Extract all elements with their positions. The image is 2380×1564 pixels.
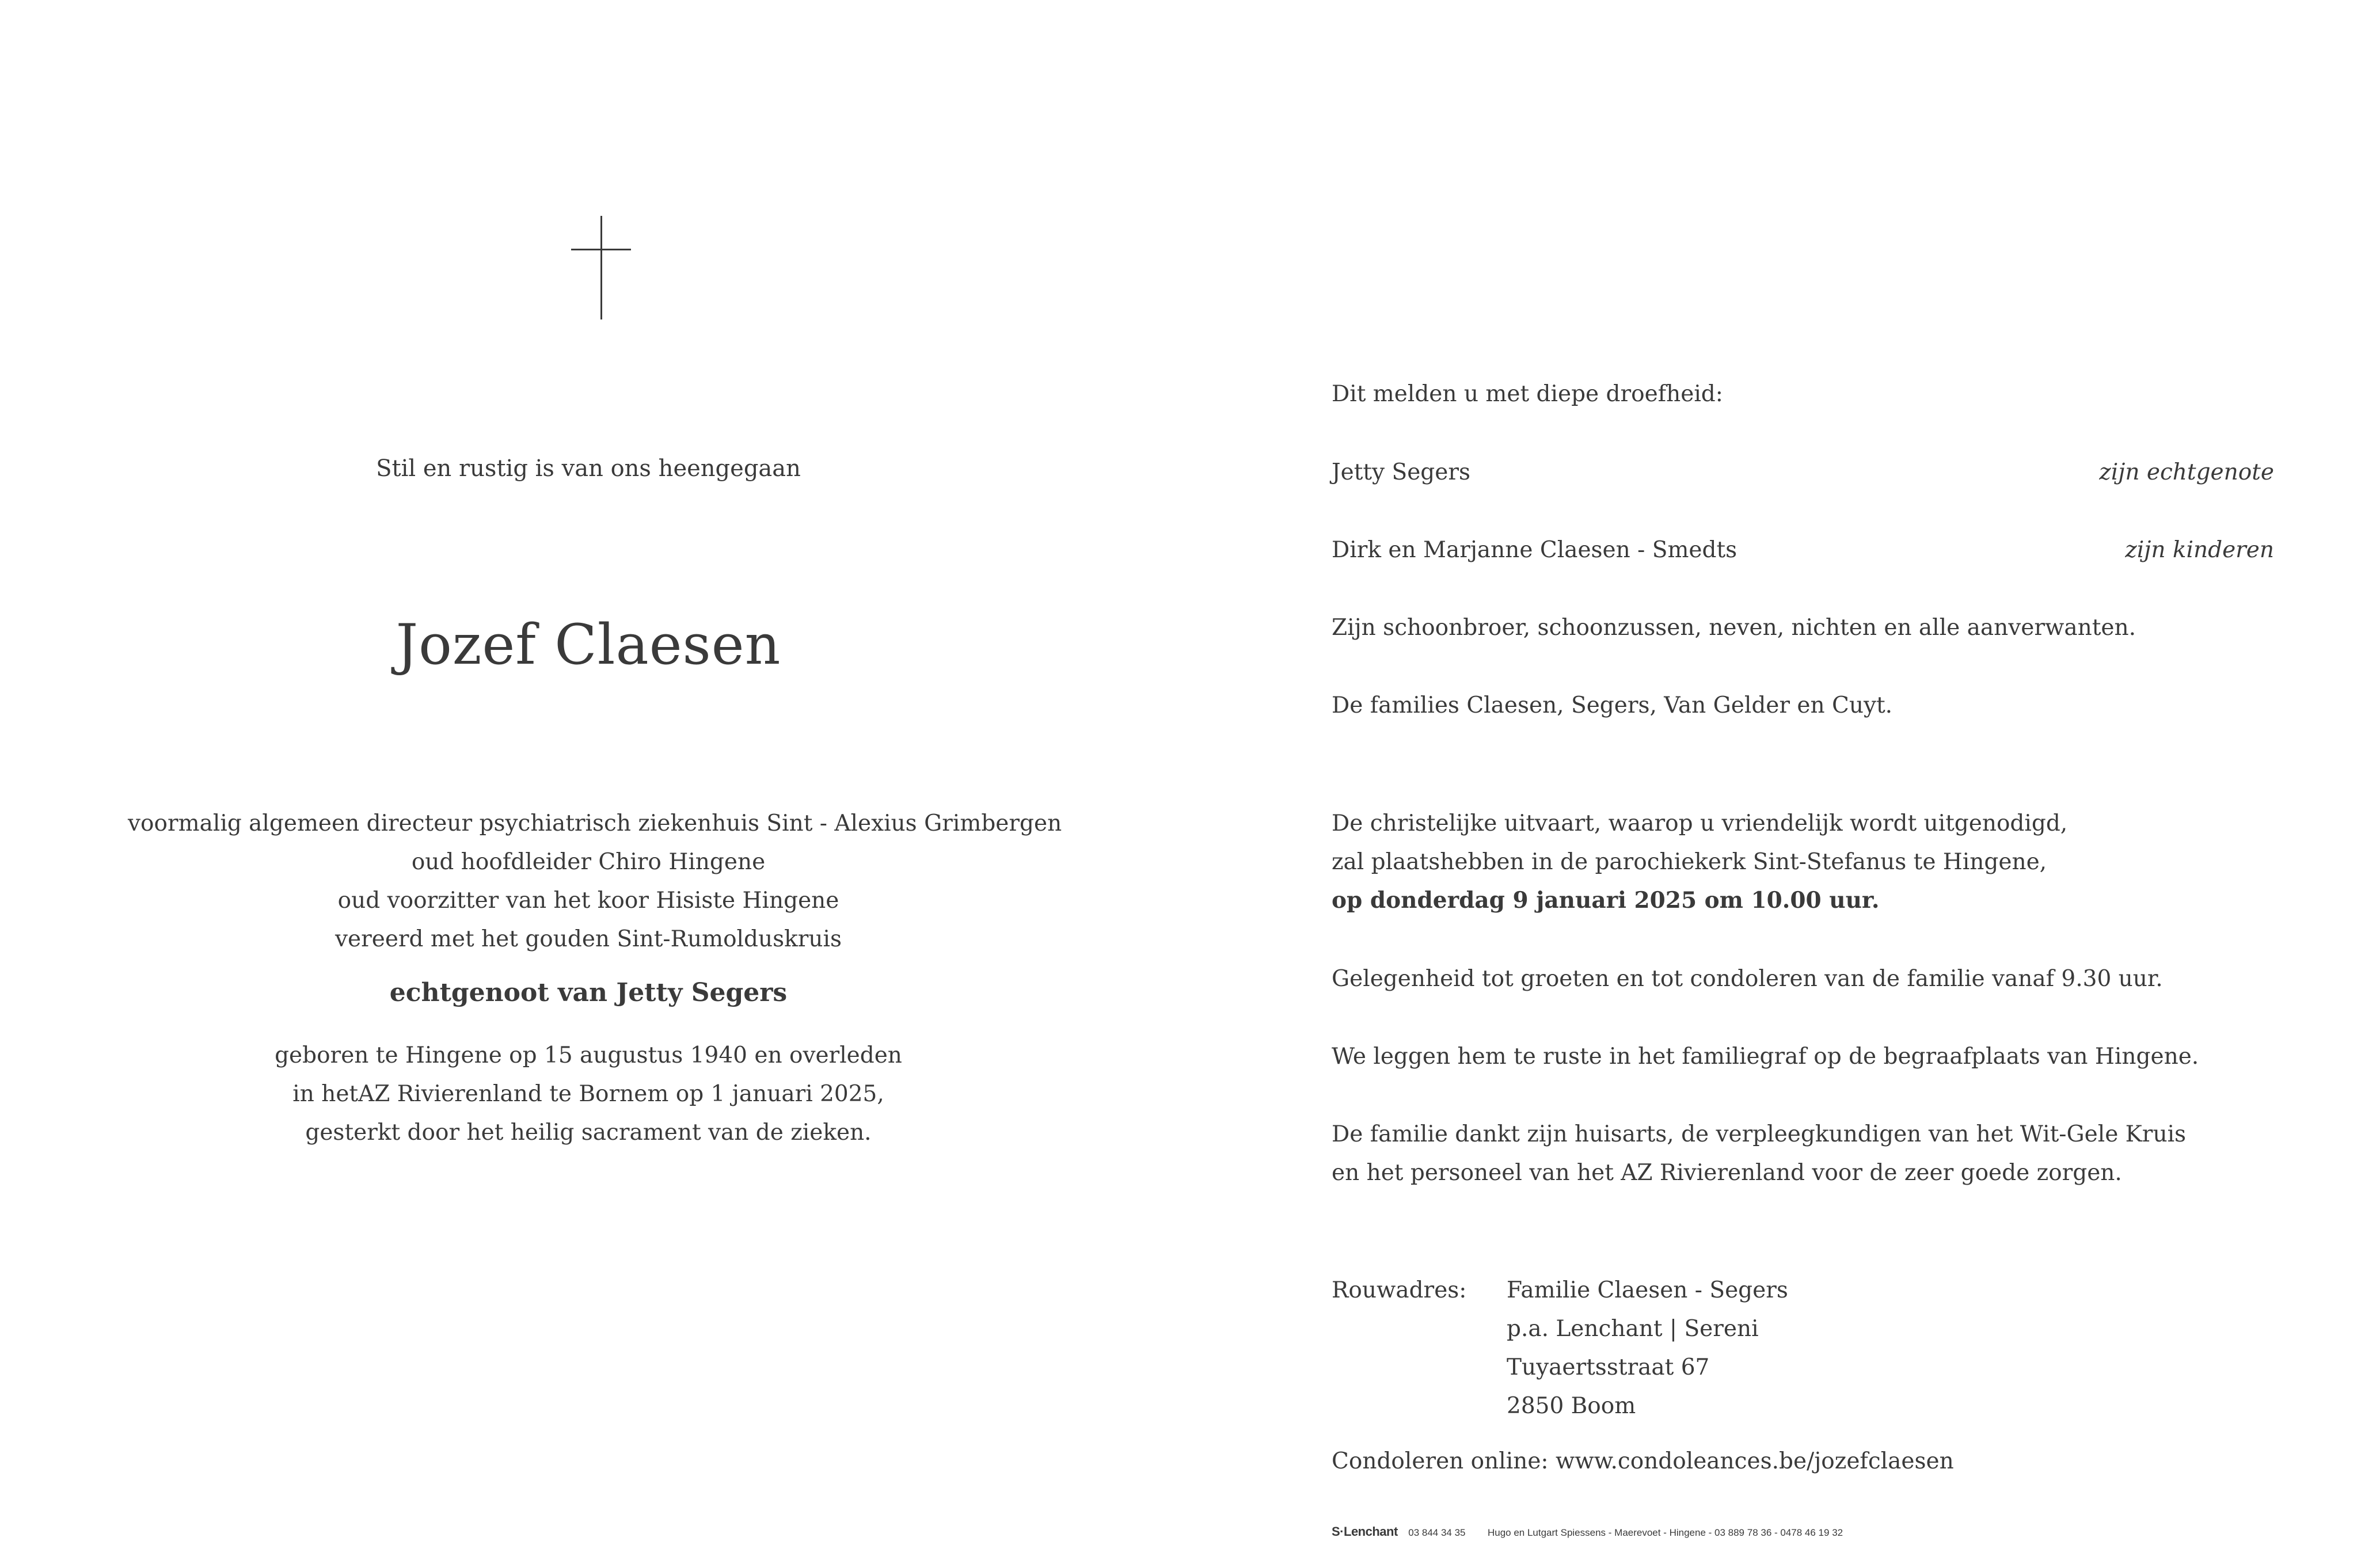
address-line: Tuyaertsstraat 67 bbox=[1507, 1354, 1710, 1380]
announcement: Dit melden u met diepe droefheid: bbox=[1332, 381, 1723, 407]
mourning-address bbox=[1507, 1271, 1788, 1425]
deceased-name: Jozef Claesen bbox=[396, 612, 781, 677]
families-line: De families Claesen, Segers, Van Gelder en Cuyt. bbox=[1332, 692, 1893, 718]
thanks-line: De familie dankt zijn huisarts, de verpleegkundigen van het Wit-Gele Kruis bbox=[1332, 1121, 2187, 1147]
condolence-line: Gelegenheid tot groeten en tot condoleren van de familie vanaf 9.30 uur. bbox=[1332, 966, 2163, 992]
relatives-line: Zijn schoonbroer, schoonzussen, neven, nichten en alle aanverwanten. bbox=[1332, 615, 2136, 641]
condolence-info bbox=[1332, 960, 2163, 998]
address-line: Familie Claesen - Segers bbox=[1507, 1277, 1788, 1303]
thanks-info bbox=[1332, 1115, 2186, 1192]
address-line: p.a. Lenchant | Sereni bbox=[1507, 1316, 1759, 1342]
family-member-name: Dirk en Marjanne Claesen - Smedts bbox=[1332, 537, 1738, 563]
online-condolence: Condoleren online: www.condoleances.be/jozefclaesen bbox=[1332, 1448, 1954, 1474]
funeral-date: op donderdag 9 januari 2025 om 10.00 uur. bbox=[1332, 887, 1880, 914]
born-line: gesterkt door het heilig sacrament van de zieken. bbox=[305, 1120, 872, 1146]
bio-line: voormalig algemeen directeur psychiatrisch ziekenhuis Sint - Alexius Grimbergen bbox=[128, 810, 1062, 836]
family-member-name: Jetty Segers bbox=[1332, 459, 1470, 485]
family-member-relation: zijn kinderen bbox=[2125, 537, 2274, 563]
family-member-relation: zijn echtgenote bbox=[2099, 459, 2274, 485]
biography bbox=[128, 804, 1062, 958]
address-line: 2850 Boom bbox=[1507, 1393, 1636, 1419]
contact-info: Hugo en Lutgart Spiessens - Maerevoet - Hingene - 03 889 78 36 - 0478 46 19 32 bbox=[1487, 1527, 1843, 1538]
funeral-home-phone: 03 844 34 35 bbox=[1408, 1527, 1466, 1538]
funeral-info bbox=[1332, 804, 2067, 920]
bio-line: oud hoofdleider Chiro Hingene bbox=[411, 849, 766, 875]
spouse-line: echtgenoot van Jetty Segers bbox=[389, 978, 788, 1007]
funeral-home-logo: S·Lenchant bbox=[1332, 1524, 1398, 1539]
cross-icon bbox=[571, 216, 631, 319]
birth-death-info bbox=[128, 1036, 1049, 1152]
funeral-line: zal plaatshebben in de parochiekerk Sint-Stefanus te Hingene, bbox=[1332, 849, 2047, 875]
address-label: Rouwadres: bbox=[1332, 1277, 1467, 1303]
born-line: in hetAZ Rivierenland te Bornem op 1 januari 2025, bbox=[292, 1081, 884, 1107]
funeral-line: De christelijke uitvaart, waarop u vriendelijk wordt uitgenodigd, bbox=[1332, 810, 2068, 836]
footer bbox=[1332, 1524, 1843, 1539]
burial-info bbox=[1332, 1037, 2199, 1076]
bio-line: oud voorzitter van het koor Hisiste Hingene bbox=[337, 888, 839, 914]
burial-line: We leggen hem te ruste in het familiegraf op de begraafplaats van Hingene. bbox=[1332, 1044, 2199, 1070]
bio-line: vereerd met het gouden Sint-Rumolduskruis bbox=[335, 926, 842, 952]
thanks-line: en het personeel van het AZ Rivierenland voor de zeer goede zorgen. bbox=[1332, 1160, 2122, 1186]
born-line: geboren te Hingene op 15 augustus 1940 en overleden bbox=[275, 1042, 902, 1068]
intro-text: Stil en rustig is van ons heengegaan bbox=[376, 455, 801, 482]
